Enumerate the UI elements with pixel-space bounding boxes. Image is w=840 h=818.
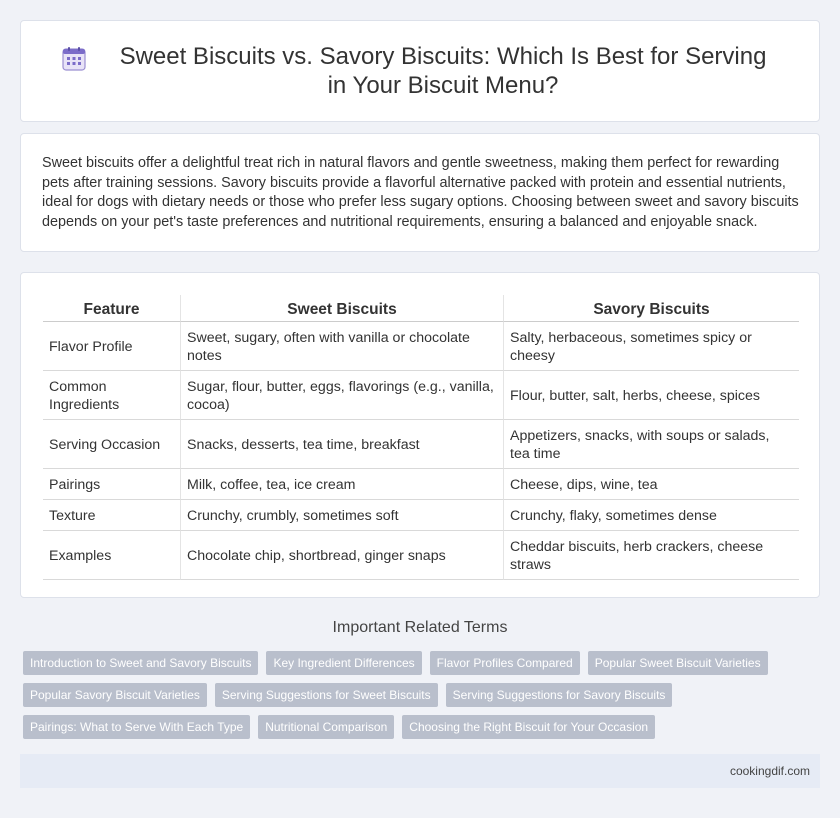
tag-row (23, 651, 813, 675)
comparison-card (20, 272, 820, 598)
table-cell: Cheese, dips, wine, tea (504, 469, 799, 500)
intro-card (20, 133, 820, 252)
related-tags (23, 651, 813, 747)
footer-site[interactable]: cookingdif.com (729, 764, 810, 778)
related-tag[interactable]: Introduction to Sweet and Savory Biscuits (23, 651, 258, 675)
related-terms-title: Important Related Terms (332, 619, 508, 636)
table-cell: Pairings (43, 469, 181, 500)
intro-text: Sweet biscuits offer a delightful treat rich in natural flavors and gentle sweetness, making them perfect for rewarding pets after training sessions. Savory biscuits provide a flavorful alternative packed with protein and essential nutrients, ideal for dogs with dietary needs or those who prefer less sugary options. Choosing between sweet and savory biscuits depends on your pet's taste preferences and nutritional requirements, ensuring a balanced and enjoyable snack. (42, 155, 799, 230)
table-cell: Examples (43, 531, 181, 580)
related-tag[interactable]: Popular Sweet Biscuit Varieties (588, 651, 768, 675)
table-cell: Sugar, flour, butter, eggs, flavorings (e.g., vanilla, cocoa) (181, 371, 504, 420)
table-cell: Serving Occasion (43, 420, 181, 469)
table-cell: Crunchy, flaky, sometimes dense (504, 500, 799, 531)
table-cell: Sweet, sugary, often with vanilla or chocolate notes (181, 322, 504, 371)
related-tag[interactable]: Pairings: What to Serve With Each Type (23, 715, 250, 739)
header-sweet: Sweet Biscuits (181, 295, 504, 322)
table-row (43, 469, 799, 500)
title-wrap (61, 42, 779, 100)
header-savory: Savory Biscuits (504, 295, 799, 322)
table-row (43, 500, 799, 531)
table-row (43, 371, 799, 420)
table-cell: Crunchy, crumbly, sometimes soft (181, 500, 504, 531)
related-tag[interactable]: Key Ingredient Differences (266, 651, 421, 675)
page-title: Sweet Biscuits vs. Savory Biscuits: Which Is Best for Serving in Your Biscuit Menu? (119, 43, 767, 99)
table-cell: Flour, butter, salt, herbs, cheese, spices (504, 371, 799, 420)
table-row (43, 420, 799, 469)
table-row (43, 322, 799, 371)
table-cell: Flavor Profile (43, 322, 181, 371)
calendar-grid-icon (61, 46, 87, 72)
tag-row (23, 715, 813, 739)
related-tag[interactable]: Nutritional Comparison (258, 715, 394, 739)
related-tag[interactable]: Serving Suggestions for Savory Biscuits (446, 683, 673, 707)
header-feature: Feature (43, 295, 181, 322)
table-cell: Texture (43, 500, 181, 531)
related-tag[interactable]: Flavor Profiles Compared (430, 651, 580, 675)
table-cell: Milk, coffee, tea, ice cream (181, 469, 504, 500)
table-row (43, 531, 799, 580)
table-cell: Cheddar biscuits, herb crackers, cheese straws (504, 531, 799, 580)
table-header-row (43, 295, 799, 322)
table-cell: Salty, herbaceous, sometimes spicy or cheesy (504, 322, 799, 371)
table-cell: Chocolate chip, shortbread, ginger snaps (181, 531, 504, 580)
table-cell: Appetizers, snacks, with soups or salads, tea time (504, 420, 799, 469)
table-cell: Snacks, desserts, tea time, breakfast (181, 420, 504, 469)
tag-row (23, 683, 813, 707)
title-card (20, 20, 820, 122)
footer (20, 754, 820, 788)
related-tag[interactable]: Choosing the Right Biscuit for Your Occasion (402, 715, 655, 739)
related-tag[interactable]: Serving Suggestions for Sweet Biscuits (215, 683, 438, 707)
related-tag[interactable]: Popular Savory Biscuit Varieties (23, 683, 207, 707)
table-cell: Common Ingredients (43, 371, 181, 420)
comparison-table (43, 295, 799, 580)
